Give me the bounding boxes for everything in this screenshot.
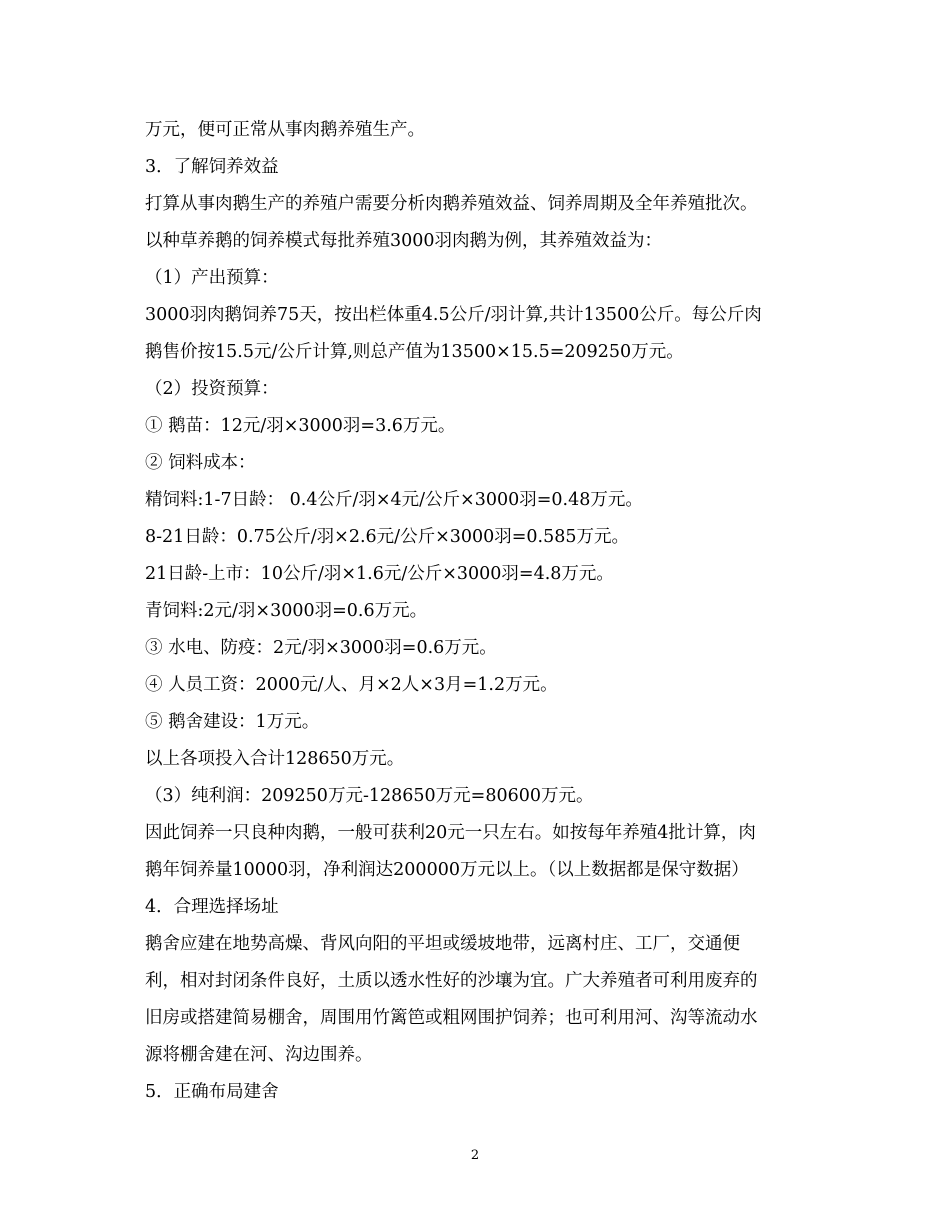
text-line: 万元，便可正常从事肉鹅养殖生产。 [145,120,425,140]
subsection-heading: （2）投资预算： [145,379,279,399]
text-line: 青饲料:2元/羽×3000羽=0.6万元。 [145,601,428,621]
subsection-heading: （3）纯利润：209250万元-128650万元=80600万元。 [145,786,594,806]
list-item: ④ 人员工资：2000元/人、月×2人×3月=1.2万元。 [145,675,558,695]
section-heading: 3．了解饲养效益 [145,157,279,177]
text-line: 利，相对封闭条件良好，土质以透水性好的沙壤为宜。广大养殖者可利用废弃的 [145,971,758,991]
list-item: ⑤ 鹅舍建设：1万元。 [145,712,320,732]
page-number: 2 [470,1148,480,1163]
text-line: 旧房或搭建简易棚舍，周围用竹篱笆或粗网围护饲养；也可利用河、沟等流动水 [145,1008,758,1028]
text-line: 源将棚舍建在河、沟边围养。 [145,1045,373,1065]
text-line: 鹅舍应建在地势高燥、背风向阳的平坦或缓坡地带，远离村庄、工厂，交通便 [145,934,740,954]
list-item: ② 饲料成本： [145,453,256,473]
text-line: 以种草养鹅的饲养模式每批养殖3000羽肉鹅为例，其养殖效益为： [145,231,663,251]
text-line: 21日龄-上市：10公斤/羽×1.6元/公斤×3000羽=4.8万元。 [145,564,614,584]
list-item: ① 鹅苗：12元/羽×3000羽=3.6万元。 [145,416,456,436]
text-line: 精饲料:1-7日龄： 0.4公斤/羽×4元/公斤×3000羽=0.48万元。 [145,490,643,510]
text-line: 以上各项投入合计128650万元。 [145,749,405,769]
text-line: 3000羽肉鹅饲养75天，按出栏体重4.5公斤/羽计算,共计13500公斤。每公斤肉 [145,305,762,325]
section-heading: 4．合理选择场址 [145,897,279,917]
text-line: 鹅售价按15.5元/公斤计算,则总产值为13500×15.5=209250万元。 [145,342,684,362]
text-line: 8-21日龄：0.75公斤/羽×2.6元/公斤×3000羽=0.585万元。 [145,527,630,547]
text-line: 鹅年饲养量10000羽，净利润达200000万元以上。（以上数据都是保守数据） [145,860,749,880]
text-line: 因此饲养一只良种肉鹅，一般可获利20元一只左右。如按每年养殖4批计算，肉 [145,823,756,843]
subsection-heading: （1）产出预算： [145,268,279,288]
section-heading: 5．正确布局建舍 [145,1082,279,1102]
list-item: ③ 水电、防疫：2元/羽×3000羽=0.6万元。 [145,638,497,658]
text-line: 打算从事肉鹅生产的养殖户需要分析肉鹅养殖效益、饲养周期及全年养殖批次。 [145,194,758,214]
